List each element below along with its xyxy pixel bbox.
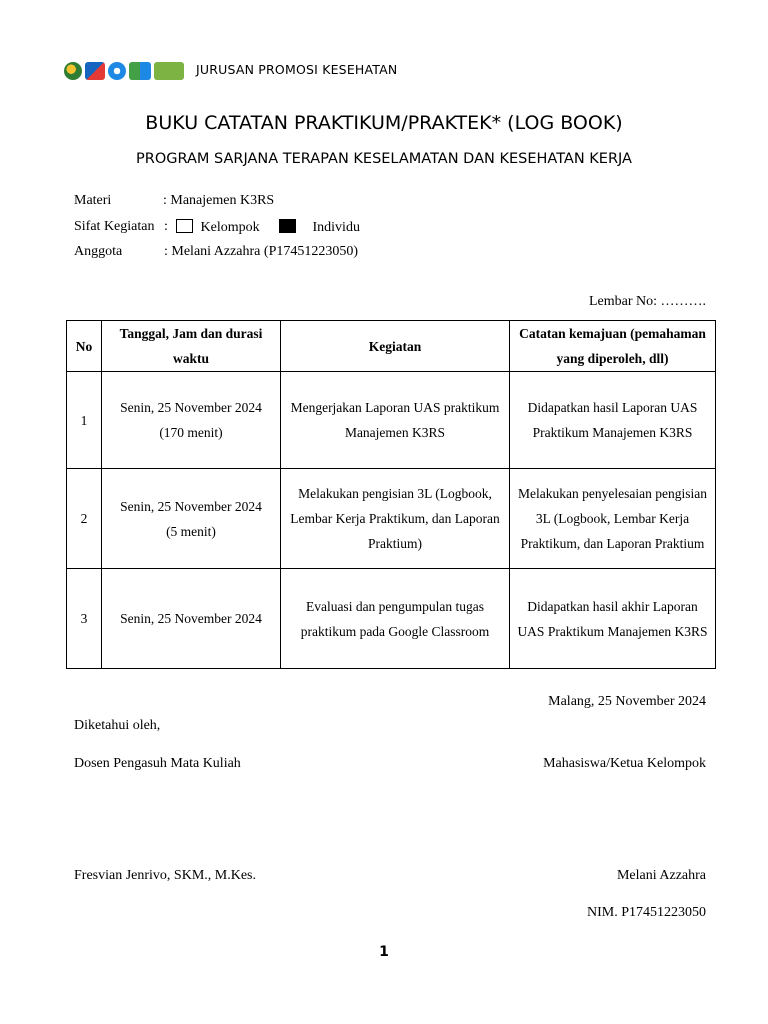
row-date: Senin, 25 November 2024 (120, 400, 262, 415)
student-nim: NIM. P17451223050 (586, 905, 706, 920)
row-progress: Didapatkan hasil akhir Laporan UAS Praktikum Manajemen K3RS (510, 569, 716, 669)
student-role: Mahasiswa/Ketua Kelompok (543, 756, 706, 771)
row-no: 2 (67, 469, 102, 569)
table-header-row (67, 321, 716, 372)
individu-checkbox[interactable] (279, 219, 296, 233)
sheet-number: Lembar No: ………. (588, 294, 706, 309)
table-row (67, 569, 716, 669)
option-kelompok[interactable] (176, 219, 260, 236)
row-activity: Melakukan pengisian 3L (Logbook, Lembar Kerja Praktikum, dan Laporan Praktium) (281, 469, 510, 569)
ppk-blu-logo-icon (129, 62, 151, 80)
row-no: 3 (67, 569, 102, 669)
row-activity: Evaluasi dan pengumpulan tugas praktikum pada Google Classroom (281, 569, 510, 669)
header-activity: Kegiatan (281, 321, 510, 372)
bumn-logo-icon (85, 62, 105, 80)
materi-label: Materi (74, 193, 112, 208)
poltekkes-logo-icon (154, 62, 184, 80)
anggota-value: : Melani Azzahra (P17451223050) (164, 244, 359, 259)
lecturer-name: Fresvian Jenrivo, SKM., M.Kes. (74, 868, 256, 883)
row-duration: (170 menit) (159, 425, 223, 440)
blu-logo-icon (108, 62, 126, 80)
row-progress: Melakukan penyelesaian pengisian 3L (Logbook, Lembar Kerja Praktikum, dan Laporan Praktium (510, 469, 716, 569)
header-logos (64, 60, 184, 82)
table-row (67, 469, 716, 569)
option-individu[interactable] (279, 219, 360, 236)
materi-value: : Manajemen K3RS (163, 193, 275, 208)
row-no: 1 (67, 372, 102, 469)
known-by-label: Diketahui oleh, (74, 718, 161, 733)
department-name: JURUSAN PROMOSI KESEHATAN (196, 62, 398, 77)
row-activity: Mengerjakan Laporan UAS praktikum Manajemen K3RS (281, 372, 510, 469)
row-date-cell (102, 372, 281, 469)
row-duration: (5 menit) (166, 523, 216, 539)
lecturer-role: Dosen Pengasuh Mata Kuliah (74, 756, 241, 771)
row-date: Senin, 25 November 2024 (120, 498, 262, 514)
table-row (67, 372, 716, 469)
header-progress: Catatan kemajuan (pemahaman yang diperoleh, dll) (510, 321, 716, 372)
log-table (66, 320, 716, 669)
kelompok-label: Kelompok (200, 220, 260, 235)
page-number: 1 (379, 944, 389, 960)
row-date-cell (102, 569, 281, 669)
header-no: No (67, 321, 102, 372)
document-title: BUKU CATATAN PRAKTIKUM/PRAKTEK* (LOG BOOK) (145, 112, 623, 134)
row-date-cell (102, 469, 281, 569)
place-date: Malang, 25 November 2024 (548, 694, 706, 709)
kemenkes-logo-icon (64, 62, 82, 80)
row-date: Senin, 25 November 2024 (120, 611, 262, 626)
document-subtitle: PROGRAM SARJANA TERAPAN KESELAMATAN DAN KESEHATAN KERJA (136, 151, 632, 167)
row-progress: Didapatkan hasil Laporan UAS Praktikum Manajemen K3RS (510, 372, 716, 469)
header-date: Tanggal, Jam dan durasi waktu (102, 321, 281, 372)
anggota-label: Anggota (74, 244, 123, 259)
kelompok-checkbox[interactable] (176, 219, 193, 233)
student-name: Melani Azzahra (616, 868, 706, 883)
sifat-label: Sifat Kegiatan (74, 219, 155, 234)
sifat-colon: : (164, 219, 168, 234)
individu-label: Individu (312, 220, 360, 235)
